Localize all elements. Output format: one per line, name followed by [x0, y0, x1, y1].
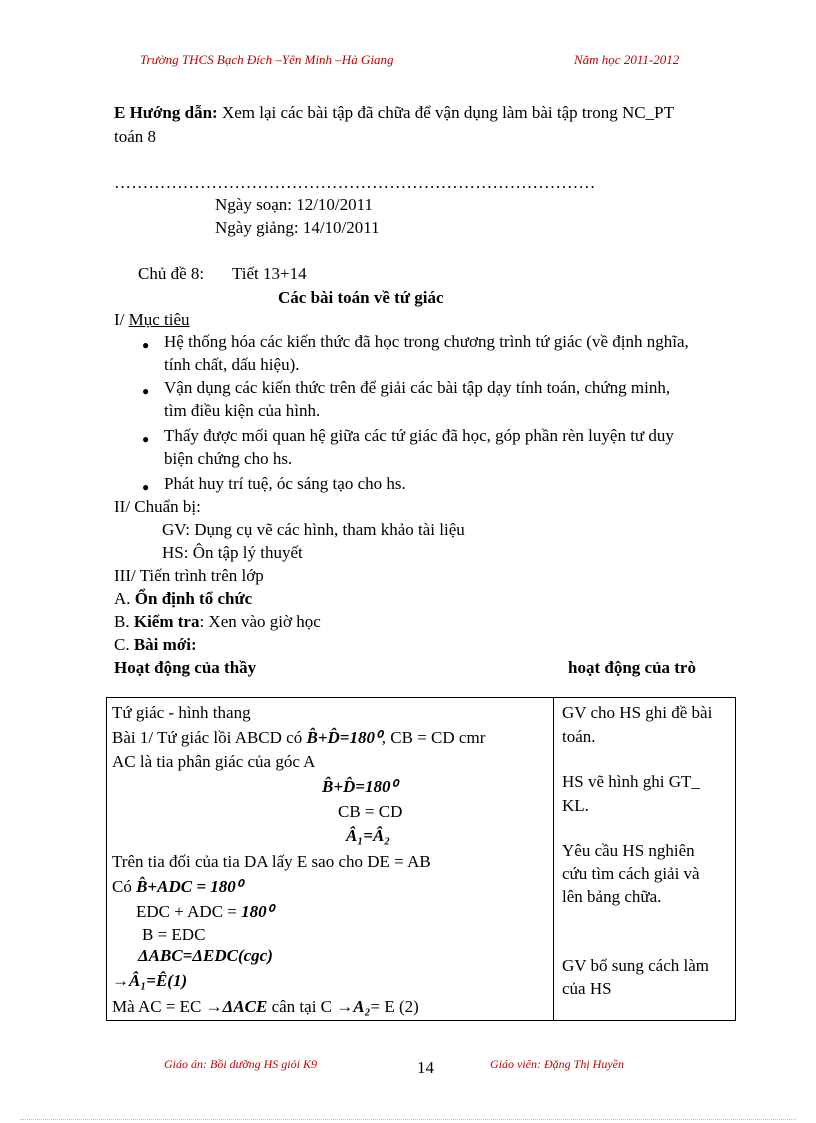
angle-equality-1: →Â₁=Ê(1) — [112, 971, 188, 990]
objective-3-line-1: Thấy được mối quan hệ giữa các tứ giác đã học, góp phần rèn luyện tư duy — [164, 426, 674, 445]
header-school-year: Năm học 2011-2012 — [574, 52, 680, 67]
table-left-line-3: AC là tia phân giác của góc A — [112, 752, 316, 771]
table-left-line-4: Trên tia đối của tia DA lấy E sao cho DE = AB — [112, 852, 431, 871]
dotted-separator: ………………………………………………………………………… — [114, 173, 596, 192]
process-c-prefix: C. — [114, 635, 134, 654]
footer-lesson-plan: Giáo án: Bồi dưỡng HS giỏi K9 — [164, 1057, 317, 1071]
objective-4: Phát huy trí tuệ, óc sáng tạo cho hs. — [164, 474, 406, 493]
table-left-line-6 — [136, 902, 273, 922]
objectives-heading-prefix: I/ — [114, 310, 129, 329]
line-10-prefix: Mà AC = EC — [112, 997, 206, 1016]
process-b-rest: : Xen vào giờ học — [199, 612, 321, 631]
table-column-divider — [553, 697, 554, 1021]
date-prepared: Ngày soạn: 12/10/2011 — [215, 195, 374, 214]
guidance-text-cont: toán 8 — [114, 127, 157, 146]
process-a-text: Ổn định tổ chức — [134, 589, 253, 608]
objectives-heading-text: Mục tiêu — [128, 310, 190, 329]
process-c-text: Bài mới: — [133, 635, 197, 654]
process-b-bold: Kiểm tra — [133, 612, 200, 631]
line-10-suffix: = E (2) — [370, 997, 419, 1016]
bullet-icon: ● — [142, 432, 150, 446]
process-b-prefix: B. — [114, 612, 134, 631]
date-taught: Ngày giảng: 14/10/2011 — [215, 218, 380, 237]
student-activity-heading: hoạt động của trò — [568, 658, 696, 677]
table-right-line-6: cứu tìm cách giải và — [562, 864, 700, 883]
objective-2-line-2: tìm điều kiện của hình. — [164, 401, 321, 420]
page-number: 14 — [417, 1058, 434, 1077]
preparation-heading: II/ Chuẩn bị: — [114, 497, 201, 516]
header-school: Trường THCS Bạch Đích –Yên Minh –Hà Giang — [140, 52, 394, 67]
triangle-ace: →ΔACE — [205, 997, 268, 1016]
table-right-line-2: toán. — [562, 727, 596, 746]
problem-intro: Bài 1/ Tứ giác lồi ABCD có — [112, 728, 307, 747]
process-heading: III/ Tiến trình trên lớp — [114, 566, 264, 585]
objective-1-line-1: Hệ thống hóa các kiến thức đã học trong chương trình tứ giác (về định nghĩa, — [164, 332, 689, 351]
bullet-icon: ● — [142, 480, 150, 494]
process-b — [114, 612, 321, 632]
table-right-line-7: lên bảng chữa. — [562, 887, 662, 906]
table-right-line-4: KL. — [562, 796, 589, 815]
topic-title: Các bài toán về tứ giác — [278, 288, 444, 307]
angle-b-adc-formula: B̂+ADC = 180⁰ — [136, 877, 243, 896]
table-left-line-5 — [112, 877, 243, 897]
bullet-icon: ● — [142, 338, 150, 352]
given-cb-cd: CB = CD — [338, 802, 403, 821]
guidance-text: Xem lại các bài tập đã chữa để vận dụng làm bài tập trong NC_PT — [217, 103, 674, 122]
footer-teacher: Giáo viên: Đặng Thị Huyền — [490, 1057, 624, 1071]
line-6-prefix: EDC + ADC = — [136, 902, 242, 921]
table-right-line-5: Yêu cầu HS nghiên — [562, 841, 695, 860]
preparation-hs: HS: Ôn tập lý thuyết — [162, 543, 303, 562]
conclusion-angles: Â₁=Â₂ — [346, 826, 391, 845]
process-a — [114, 589, 252, 609]
objectives-heading — [114, 310, 190, 330]
line-5-prefix: Có — [112, 877, 137, 896]
preparation-gv: GV: Dụng cụ vẽ các hình, tham khảo tài liệu — [162, 520, 465, 539]
triangle-congruence: ΔABC=ΔEDC(cgc) — [138, 946, 273, 965]
process-c — [114, 635, 197, 655]
objective-1-line-2: tính chất, dấu hiệu). — [164, 355, 300, 374]
table-right-line-1: GV cho HS ghi đề bài — [562, 703, 713, 722]
angle-a2: →A₂ — [336, 997, 371, 1016]
table-right-line-9: của HS — [562, 979, 612, 998]
topic-lesson: Tiết 13+14 — [232, 264, 307, 283]
page-bottom-border — [20, 1119, 796, 1120]
objective-3-line-2: biện chứng cho hs. — [164, 449, 293, 468]
bullet-icon: ● — [142, 384, 150, 398]
teacher-activity-heading: Hoạt động của thầy — [114, 658, 257, 677]
table-right-line-3: HS vẽ hình ghi GT_ — [562, 772, 700, 791]
line-10-middle: cân tại C — [267, 997, 337, 1016]
table-left-line-10 — [112, 997, 419, 1017]
table-left-line-2 — [112, 728, 485, 748]
given-angle-sum: B̂+D̂=180⁰ — [322, 777, 398, 796]
table-left-line-1: Tứ giác - hình thang — [112, 703, 251, 722]
table-left-line-7: B = EDC — [142, 925, 206, 944]
topic-chapter: Chủ đề 8: — [138, 264, 205, 283]
table-right-line-8: GV bổ sung cách làm — [562, 956, 709, 975]
problem-condition: , CB = CD cmr — [381, 728, 486, 747]
angle-sum-formula: B̂+D̂=180⁰ — [306, 728, 382, 747]
guidance-line — [114, 103, 674, 123]
objective-2-line-1: Vận dụng các kiến thức trên để giải các bài tập dạy tính toán, chứng minh, — [164, 378, 671, 397]
process-a-prefix: A. — [114, 589, 135, 608]
edc-adc-value: 180⁰ — [241, 902, 274, 921]
guidance-label: E Hướng dẫn: — [114, 103, 218, 122]
